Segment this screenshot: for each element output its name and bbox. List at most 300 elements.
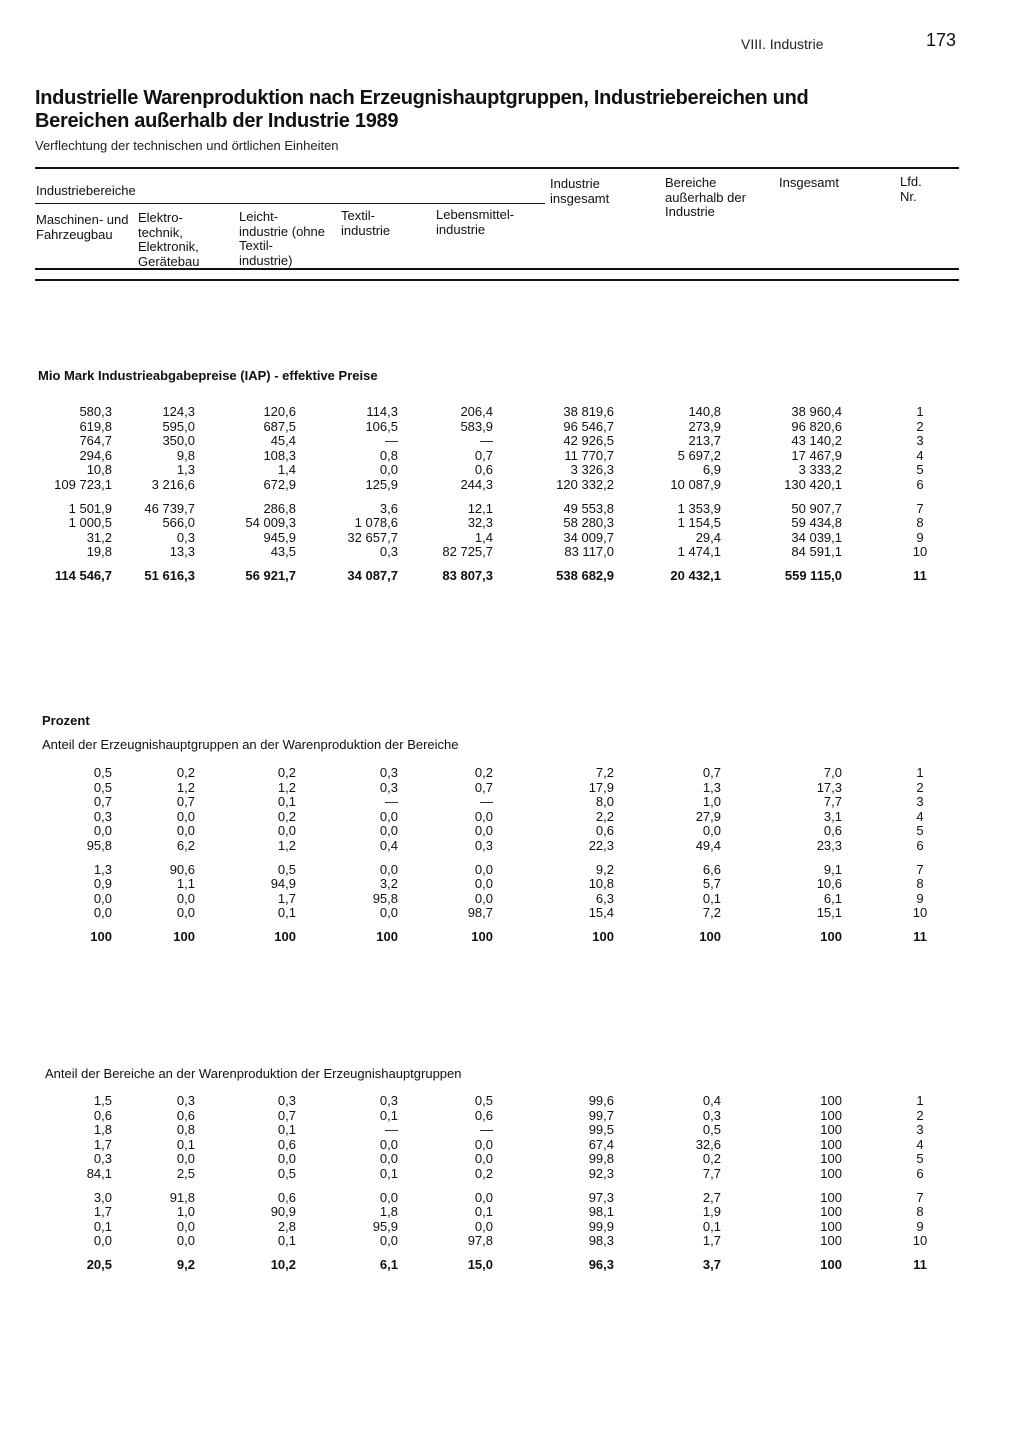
table-cell: 0,7 xyxy=(474,779,493,795)
table-cell: 100 xyxy=(820,1218,842,1234)
table-cell: 9 xyxy=(916,529,924,545)
table-cell: 99,6 xyxy=(588,1093,614,1108)
table-cell: 0,0 xyxy=(474,808,493,824)
header-col-bereiche-ausserhalb: Bereiche außerhalb der Industrie xyxy=(665,175,746,219)
table-cell: 100 xyxy=(820,1165,842,1181)
table-cell: 0,1 xyxy=(277,794,296,809)
table-cell: 3 xyxy=(916,1122,924,1137)
table-cell: 9,8 xyxy=(176,447,195,463)
table-cell: 58 280,3 xyxy=(563,515,614,530)
column-lebensmittelindustrie xyxy=(383,1094,493,1273)
column-leichtindustrie xyxy=(186,766,296,945)
column-elektrotechnik xyxy=(85,1094,195,1273)
table-cell-total: 100 xyxy=(699,929,721,944)
table-cell-total: 100 xyxy=(90,929,112,944)
table-cell: 95,8 xyxy=(86,837,112,853)
table-cell: 0,0 xyxy=(474,1189,493,1205)
table-cell: 6,2 xyxy=(176,837,195,853)
table-cell: 2,2 xyxy=(595,808,614,824)
table-cell: 108,3 xyxy=(263,447,296,463)
table-cell: 27,9 xyxy=(695,808,721,824)
table-cell: 49,4 xyxy=(695,837,721,853)
table-cell: 7 xyxy=(916,1189,924,1205)
table-cell: 1,7 xyxy=(93,1204,112,1219)
table-cell: 90,9 xyxy=(270,1204,296,1219)
column-lfd-nr xyxy=(900,405,940,584)
table-cell: 10,8 xyxy=(86,462,112,477)
table-cell: 100 xyxy=(820,1233,842,1248)
table-cell: 7,0 xyxy=(823,765,842,780)
table-cell: 0,0 xyxy=(277,823,296,838)
table-cell: 17,3 xyxy=(816,779,842,795)
table-cell-total: 9,2 xyxy=(176,1257,195,1272)
table-cell: 0,7 xyxy=(93,794,112,809)
table-cell: 3,1 xyxy=(823,808,842,824)
table-cell-total: 100 xyxy=(592,929,614,944)
column-lfd-nr xyxy=(900,766,940,945)
table-cell: 687,5 xyxy=(263,418,296,434)
table-cell: 130 420,1 xyxy=(784,476,842,492)
table-cell: 206,4 xyxy=(460,404,493,419)
table-cell: 22,3 xyxy=(588,837,614,853)
table-cell: 0,3 xyxy=(176,1093,195,1108)
table-cell-total: 6,1 xyxy=(379,1257,398,1272)
table-cell: 7 xyxy=(916,500,924,516)
table-cell: — xyxy=(480,794,493,809)
table-cell: 0,0 xyxy=(379,1136,398,1152)
table-cell: 0,3 xyxy=(379,1093,398,1108)
table-cell: 34 039,1 xyxy=(791,529,842,545)
table-cell: 1,7 xyxy=(277,890,296,906)
table-cell: 83 117,0 xyxy=(564,544,614,559)
table-cell: 0,1 xyxy=(93,1218,112,1234)
column-insgesamt xyxy=(732,1094,842,1273)
table-cell: 6,6 xyxy=(702,861,721,877)
table-cell: 7,7 xyxy=(823,794,842,809)
column-bereiche-ausserhalb xyxy=(611,1094,721,1273)
table-cell: 50 907,7 xyxy=(791,500,842,516)
table-cell: 244,3 xyxy=(460,476,493,492)
table-cell: 0,6 xyxy=(595,823,614,838)
table-cell: 97,3 xyxy=(588,1189,614,1205)
table-cell: 99,5 xyxy=(588,1122,614,1137)
table-cell: — xyxy=(385,433,398,448)
column-industrie-insgesamt xyxy=(504,405,614,584)
table-cell: 98,1 xyxy=(588,1204,614,1219)
table-cell: 0,2 xyxy=(277,765,296,780)
table-cell: 2,5 xyxy=(176,1165,195,1181)
table-cell: 0,3 xyxy=(277,1093,296,1108)
table-cell: 15,1 xyxy=(816,905,842,920)
column-lebensmittelindustrie xyxy=(383,766,493,945)
table-cell: 0,7 xyxy=(474,447,493,463)
table-cell: 0,0 xyxy=(474,890,493,906)
table-cell: 125,9 xyxy=(365,476,398,492)
column-industrie-insgesamt xyxy=(504,1094,614,1273)
table-cell: 0,3 xyxy=(379,765,398,780)
table-cell: 3 xyxy=(916,794,924,809)
table-cell-total: 96,3 xyxy=(588,1257,614,1272)
table-cell: 6,3 xyxy=(595,890,614,906)
table-cell: 99,7 xyxy=(588,1107,614,1123)
column-elektrotechnik xyxy=(85,405,195,584)
section-heading-prozent: Prozent xyxy=(42,713,90,728)
table-cell: 1,3 xyxy=(702,779,721,795)
column-lebensmittelindustrie xyxy=(383,405,493,584)
page-subtitle: Verflechtung der technischen und örtlichen Einheiten xyxy=(35,138,339,153)
table-cell: 98,7 xyxy=(467,905,493,920)
table-cell: 19,8 xyxy=(86,544,112,559)
header-col-leichtindustrie: Leicht- industrie (ohne Textil- industrie) xyxy=(239,209,325,268)
table-cell: 49 553,8 xyxy=(563,500,614,516)
table-cell: 67,4 xyxy=(588,1136,614,1152)
table-cell: 350,0 xyxy=(162,433,195,448)
table-cell: 0,0 xyxy=(176,808,195,824)
table-cell: 0,2 xyxy=(474,765,493,780)
table-cell: 17,9 xyxy=(588,779,614,795)
table-cell: 0,8 xyxy=(379,447,398,463)
table-cell: 5,7 xyxy=(702,876,721,891)
table-cell: 1,4 xyxy=(474,529,493,545)
table-cell-total: 56 921,7 xyxy=(245,568,296,583)
table-cell: 7,2 xyxy=(595,765,614,780)
table-cell: 99,8 xyxy=(588,1151,614,1166)
table-cell: 1,8 xyxy=(379,1204,398,1219)
table-cell: 1,0 xyxy=(176,1204,195,1219)
table-cell: 0,0 xyxy=(176,1218,195,1234)
table-cell: 0,9 xyxy=(93,876,112,891)
table-cell: 1,9 xyxy=(702,1204,721,1219)
table-cell: 8 xyxy=(916,876,924,891)
table-cell: 38 819,6 xyxy=(563,404,614,419)
table-cell: 31,2 xyxy=(86,529,112,545)
table-cell-total: 20,5 xyxy=(86,1257,112,1272)
table-cell: 6 xyxy=(916,476,924,492)
table-cell: 0,1 xyxy=(702,890,721,906)
header-rule-mid xyxy=(35,268,959,270)
table-cell-total: 3,7 xyxy=(702,1257,721,1272)
table-cell: 1,0 xyxy=(702,794,721,809)
table-cell: 1 154,5 xyxy=(677,515,721,530)
table-cell: 0,1 xyxy=(277,1233,296,1248)
table-cell: 42 926,5 xyxy=(563,433,614,448)
table-cell: 0,3 xyxy=(379,544,398,559)
header-col-industrie-insgesamt: Industrie insgesamt xyxy=(550,176,610,206)
table-cell: 5 697,2 xyxy=(677,447,721,463)
table-cell: 0,7 xyxy=(277,1107,296,1123)
table-cell: 124,3 xyxy=(162,404,195,419)
chapter-header: VIII. Industrie xyxy=(741,36,824,52)
table-cell: 0,0 xyxy=(474,1136,493,1152)
table-cell: 0,0 xyxy=(176,1233,195,1248)
table-cell: 0,3 xyxy=(176,529,195,545)
table-cell: 0,3 xyxy=(93,1151,112,1166)
table-cell: 92,3 xyxy=(588,1165,614,1181)
table-cell: 5 xyxy=(916,1151,924,1166)
table-cell: 6 xyxy=(916,1165,924,1181)
table-cell: 100 xyxy=(820,1151,842,1166)
table-cell: 0,1 xyxy=(474,1204,493,1219)
table-cell: 595,0 xyxy=(162,418,195,434)
table-cell: 0,0 xyxy=(176,890,195,906)
table-cell: 12,1 xyxy=(467,500,493,516)
table-cell: 1,7 xyxy=(93,1136,112,1152)
header-col-textilindustrie: Textil- industrie xyxy=(341,208,391,238)
table-cell: 0,7 xyxy=(176,794,195,809)
table-cell: 0,0 xyxy=(176,1151,195,1166)
table-cell: 120 332,2 xyxy=(556,476,614,492)
table-cell: 11 770,7 xyxy=(564,447,614,463)
table-cell: 0,6 xyxy=(277,1136,296,1152)
table-cell: 0,0 xyxy=(474,876,493,891)
table-cell-total: 11 xyxy=(913,1257,927,1272)
table-cell: 82 725,7 xyxy=(442,544,493,559)
section-subheading-bereiche: Anteil der Bereiche an der Warenproduktion der Erzeugnishauptgruppen xyxy=(45,1066,462,1081)
table-cell: 1 078,6 xyxy=(354,515,398,530)
header-group-rule xyxy=(35,203,545,204)
column-insgesamt xyxy=(732,405,842,584)
table-cell: 1,5 xyxy=(93,1093,112,1108)
table-cell: 0,8 xyxy=(176,1122,195,1137)
table-cell: 34 009,7 xyxy=(563,529,614,545)
table-cell: 0,3 xyxy=(474,837,493,853)
table-cell: 1 474,1 xyxy=(677,544,721,559)
table-cell-total: 100 xyxy=(274,929,296,944)
table-cell: 32,6 xyxy=(695,1136,721,1152)
table-cell-total: 114 546,7 xyxy=(54,568,112,583)
table-cell: 6,9 xyxy=(702,462,721,477)
table-cell: 8 xyxy=(916,515,924,530)
table-cell: 4 xyxy=(916,1136,924,1152)
table-cell: 100 xyxy=(820,1204,842,1219)
table-cell: 100 xyxy=(820,1136,842,1152)
table-cell: 0,0 xyxy=(93,890,112,906)
table-cell: 100 xyxy=(820,1122,842,1137)
table-cell: 7 xyxy=(916,861,924,877)
table-cell: 23,3 xyxy=(816,837,842,853)
table-cell: 0,0 xyxy=(379,1189,398,1205)
table-cell: 7,2 xyxy=(702,905,721,920)
table-cell: 7,7 xyxy=(702,1165,721,1181)
table-cell: 1,1 xyxy=(176,876,195,891)
table-cell: 0,0 xyxy=(176,905,195,920)
table-cell: 4 xyxy=(916,447,924,463)
header-group-label: Industriebereiche xyxy=(36,183,136,198)
header-col-insgesamt: Insgesamt xyxy=(779,175,839,190)
table-cell: 1,3 xyxy=(93,861,112,877)
table-cell: 91,8 xyxy=(169,1189,195,1205)
table-cell-total: 11 xyxy=(913,568,927,583)
table-cell-total: 10,2 xyxy=(270,1257,296,1272)
table-cell: 95,8 xyxy=(372,890,398,906)
table-cell: 0,0 xyxy=(176,823,195,838)
table-cell: 100 xyxy=(820,1189,842,1205)
table-cell: 3,6 xyxy=(379,500,398,516)
table-cell: 17 467,9 xyxy=(791,447,842,463)
table-cell: 0,1 xyxy=(277,905,296,920)
table-cell: 945,9 xyxy=(263,529,296,545)
table-cell-total: 100 xyxy=(820,929,842,944)
table-cell: 583,9 xyxy=(460,418,493,434)
table-cell: 0,2 xyxy=(176,765,195,780)
table-cell: 43,5 xyxy=(270,544,296,559)
table-cell: 0,0 xyxy=(474,823,493,838)
table-cell: 0,0 xyxy=(474,1151,493,1166)
table-cell: 29,4 xyxy=(695,529,721,545)
table-cell: 4 xyxy=(916,808,924,824)
table-cell: 1 000,5 xyxy=(68,515,112,530)
table-cell: 0,6 xyxy=(277,1189,296,1205)
table-cell: 0,3 xyxy=(379,779,398,795)
table-cell: 1,4 xyxy=(277,462,296,477)
table-cell: 0,1 xyxy=(379,1107,398,1123)
table-cell: 294,6 xyxy=(79,447,112,463)
table-cell-total: 20 432,1 xyxy=(670,568,721,583)
table-cell: 140,8 xyxy=(688,404,721,419)
table-cell: 96 820,6 xyxy=(791,418,842,434)
table-cell: 1 501,9 xyxy=(68,500,112,516)
table-cell: 764,7 xyxy=(79,433,112,448)
table-cell-total: 100 xyxy=(471,929,493,944)
table-cell-total: 11 xyxy=(913,929,927,944)
table-cell: 59 434,8 xyxy=(791,515,842,530)
table-cell: 0,2 xyxy=(702,1151,721,1166)
table-cell: 213,7 xyxy=(688,433,721,448)
table-cell: 10 xyxy=(912,1233,928,1248)
table-cell: 0,0 xyxy=(379,808,398,824)
table-cell: 0,1 xyxy=(277,1122,296,1137)
column-bereiche-ausserhalb xyxy=(611,405,721,584)
column-industrie-insgesamt xyxy=(504,766,614,945)
table-cell-total: 100 xyxy=(376,929,398,944)
table-cell: 84,1 xyxy=(86,1165,112,1181)
table-cell: 0,0 xyxy=(277,1151,296,1166)
table-cell: 3 326,3 xyxy=(570,462,614,477)
table-cell: 43 140,2 xyxy=(791,433,842,448)
table-cell: 0,1 xyxy=(702,1218,721,1234)
table-cell: 3 216,6 xyxy=(151,476,195,492)
table-cell: 0,0 xyxy=(93,1233,112,1248)
table-cell: 3,0 xyxy=(93,1189,112,1205)
table-cell: 1 xyxy=(916,404,924,419)
table-cell: 97,8 xyxy=(467,1233,493,1248)
table-cell: 2,7 xyxy=(702,1189,721,1205)
table-cell: 619,8 xyxy=(79,418,112,434)
table-cell: 0,5 xyxy=(277,861,296,877)
table-cell: 1,8 xyxy=(93,1122,112,1137)
header-col-maschinenbau: Maschinen- und Fahrzeugbau xyxy=(36,212,129,242)
table-cell: 0,5 xyxy=(474,1093,493,1108)
table-cell: 10 xyxy=(912,905,928,920)
table-cell: 0,6 xyxy=(474,462,493,477)
table-cell: 9,1 xyxy=(823,861,842,877)
table-cell: 13,3 xyxy=(169,544,195,559)
table-cell: 106,5 xyxy=(365,418,398,434)
table-cell: 10,8 xyxy=(588,876,614,891)
table-cell: 1 353,9 xyxy=(677,500,721,516)
header-col-elektrotechnik: Elektro- technik, Elektronik, Gerätebau xyxy=(138,210,200,269)
table-cell: 0,0 xyxy=(93,823,112,838)
table-cell: 90,6 xyxy=(169,861,195,877)
table-cell: 0,6 xyxy=(176,1107,195,1123)
table-cell: — xyxy=(385,794,398,809)
table-cell: 0,0 xyxy=(379,861,398,877)
column-bereiche-ausserhalb xyxy=(611,766,721,945)
table-cell: 0,5 xyxy=(277,1165,296,1181)
table-cell: 3 xyxy=(916,433,924,448)
table-cell: 32 657,7 xyxy=(347,529,398,545)
table-cell: 120,6 xyxy=(263,404,296,419)
table-cell: 672,9 xyxy=(263,476,296,492)
table-cell: 0,1 xyxy=(379,1165,398,1181)
table-cell: 286,8 xyxy=(263,500,296,516)
table-cell: 1 xyxy=(916,1093,924,1108)
section-subheading-erzeugnishauptgruppen: Anteil der Erzeugnishauptgruppen an der Warenproduktion der Bereiche xyxy=(42,737,459,752)
table-cell-total: 100 xyxy=(173,929,195,944)
table-cell: 2,8 xyxy=(277,1218,296,1234)
column-lfd-nr xyxy=(900,1094,940,1273)
table-cell: 8,0 xyxy=(595,794,614,809)
table-cell: 38 960,4 xyxy=(791,404,842,419)
column-textilindustrie xyxy=(288,1094,398,1273)
table-cell: 0,5 xyxy=(93,779,112,795)
table-cell: 6,1 xyxy=(823,890,842,906)
table-cell: 0,0 xyxy=(93,905,112,920)
table-cell: 0,0 xyxy=(474,1218,493,1234)
table-cell: 0,0 xyxy=(379,1151,398,1166)
table-cell: 0,3 xyxy=(93,808,112,824)
table-cell: — xyxy=(385,1122,398,1137)
table-cell: 273,9 xyxy=(688,418,721,434)
table-cell: 5 xyxy=(916,462,924,477)
table-cell: 1,2 xyxy=(176,779,195,795)
table-cell: 0,5 xyxy=(93,765,112,780)
table-cell: 96 546,7 xyxy=(563,418,614,434)
table-cell: 0,2 xyxy=(277,808,296,824)
header-col-lebensmittelindustrie: Lebensmittel- industrie xyxy=(436,207,515,237)
table-cell: 95,9 xyxy=(372,1218,398,1234)
header-rule-bottom xyxy=(35,279,959,281)
table-cell: 114,3 xyxy=(366,404,398,419)
table-cell: — xyxy=(480,433,493,448)
table-cell: — xyxy=(480,1122,493,1137)
table-cell: 99,9 xyxy=(588,1218,614,1234)
table-cell: 0,0 xyxy=(702,823,721,838)
table-cell: 2 xyxy=(916,1107,924,1123)
table-cell: 8 xyxy=(916,1204,924,1219)
table-cell-total: 51 616,3 xyxy=(144,568,195,583)
table-cell: 10 xyxy=(912,544,928,559)
table-cell: 100 xyxy=(820,1093,842,1108)
table-cell: 1,3 xyxy=(176,462,195,477)
table-cell: 10,6 xyxy=(816,876,842,891)
column-textilindustrie xyxy=(288,405,398,584)
table-cell: 1,7 xyxy=(702,1233,721,1248)
table-cell: 84 591,1 xyxy=(791,544,842,559)
table-cell: 0,7 xyxy=(702,765,721,780)
column-elektrotechnik xyxy=(85,766,195,945)
table-cell: 0,4 xyxy=(379,837,398,853)
table-cell: 1,2 xyxy=(277,779,296,795)
table-cell: 9 xyxy=(916,1218,924,1234)
table-cell: 0,3 xyxy=(702,1107,721,1123)
table-cell: 0,0 xyxy=(379,462,398,477)
page-title: Industrielle Warenproduktion nach Erzeugnishauptgruppen, Industriebereichen und Bereichen außerhalb der Industrie 1989 xyxy=(35,87,809,132)
table-cell: 0,6 xyxy=(474,1107,493,1123)
table-cell-total: 15,0 xyxy=(467,1257,493,1272)
table-cell: 0,1 xyxy=(176,1136,195,1152)
table-cell: 580,3 xyxy=(79,404,112,419)
